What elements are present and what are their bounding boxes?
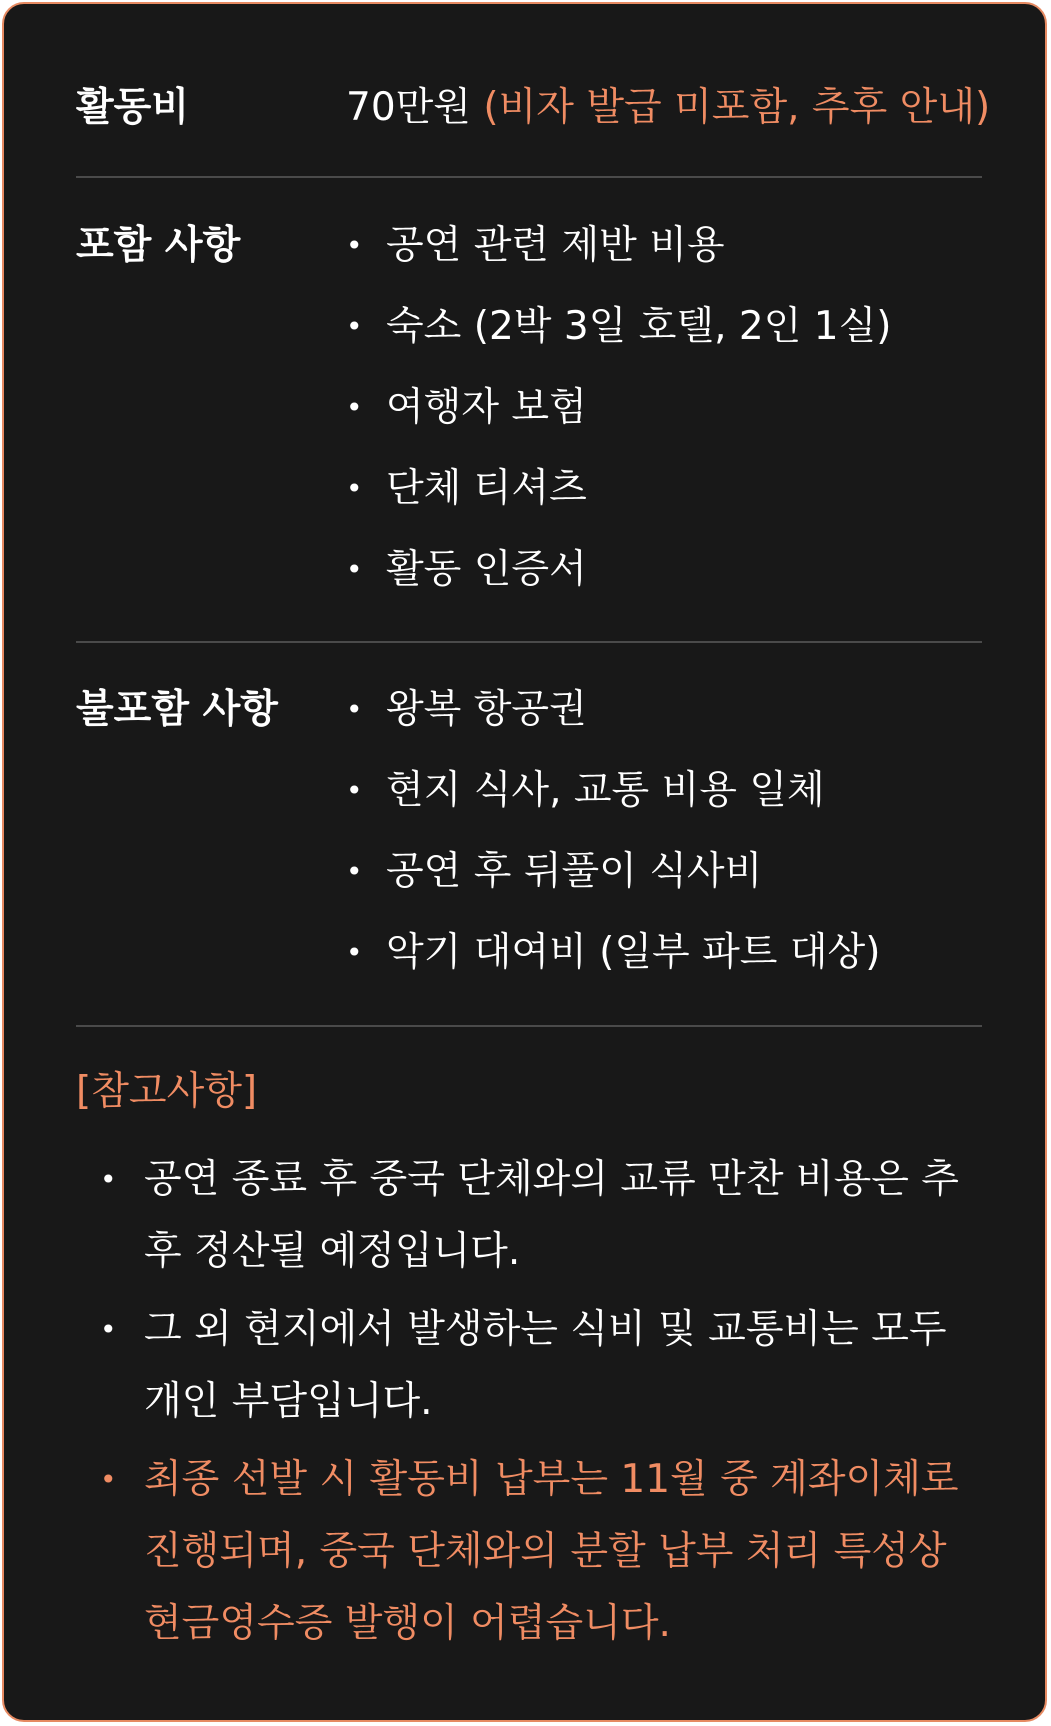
excluded-item-text: 공연 후 뒤풀이 식사비 [386, 849, 763, 894]
excluded-label: 불포함 사항 [76, 687, 278, 732]
included-item-text: 공연 관련 제반 비용 [386, 223, 725, 268]
divider [76, 176, 982, 178]
included-item [346, 303, 891, 384]
info-card [2, 2, 1047, 1722]
bullet-icon: • [346, 693, 363, 726]
bullet-icon: • [346, 855, 363, 888]
excluded-item [346, 929, 880, 1010]
excluded-item-text: 현지 식사, 교통 비용 일체 [386, 768, 825, 813]
fee-label: 활동비 [76, 85, 190, 130]
bullet-icon: • [100, 1163, 117, 1196]
notes-item-text: 최종 선발 시 활동비 납부는 11월 중 계좌이체로 진행되며, 중국 단체와의 분할 납부 처리 특성상 현금영수증 발행이 어렵습니다. [144, 1457, 959, 1646]
included-item [346, 546, 891, 627]
fee-value [346, 84, 990, 132]
included-item [346, 465, 891, 546]
included-item-text: 숙소 (2박 3일 호텔, 2인 1실) [386, 304, 892, 349]
notes-item [100, 1144, 960, 1288]
fee-amount: 70만원 [346, 85, 471, 130]
notes-title: [참고사항] [76, 1069, 258, 1114]
notes-item-highlight [100, 1444, 960, 1660]
included-item [346, 384, 891, 465]
included-item [346, 222, 891, 303]
bullet-icon: • [346, 472, 363, 505]
divider [76, 1025, 982, 1027]
notes-item-text: 공연 종료 후 중국 단체와의 교류 만찬 비용은 추후 정산될 예정입니다. [144, 1157, 959, 1274]
excluded-item [346, 848, 880, 929]
bullet-icon: • [346, 936, 363, 969]
bullet-icon: • [346, 774, 363, 807]
excluded-item-text: 악기 대여비 (일부 파트 대상) [386, 930, 881, 975]
excluded-item-text: 왕복 항공권 [386, 687, 587, 732]
included-label: 포함 사항 [76, 223, 241, 268]
fee-note: (비자 발급 미포함, 추후 안내) [483, 85, 991, 130]
bullet-icon: • [346, 391, 363, 424]
bullet-icon: • [346, 310, 363, 343]
bullet-icon: • [100, 1463, 117, 1496]
notes-list [100, 1144, 960, 1666]
excluded-item [346, 767, 880, 848]
notes-item-text: 그 외 현지에서 발생하는 식비 및 교통비는 모두 개인 부담입니다. [144, 1307, 947, 1424]
excluded-list [346, 686, 880, 1010]
bullet-icon: • [100, 1313, 117, 1346]
bullet-icon: • [346, 229, 363, 262]
included-list [346, 222, 891, 627]
bullet-icon: • [346, 553, 363, 586]
excluded-item [346, 686, 880, 767]
divider [76, 641, 982, 643]
included-item-text: 여행자 보험 [386, 385, 587, 430]
included-item-text: 단체 티셔츠 [386, 466, 587, 511]
included-item-text: 활동 인증서 [386, 547, 587, 592]
notes-item [100, 1294, 960, 1438]
